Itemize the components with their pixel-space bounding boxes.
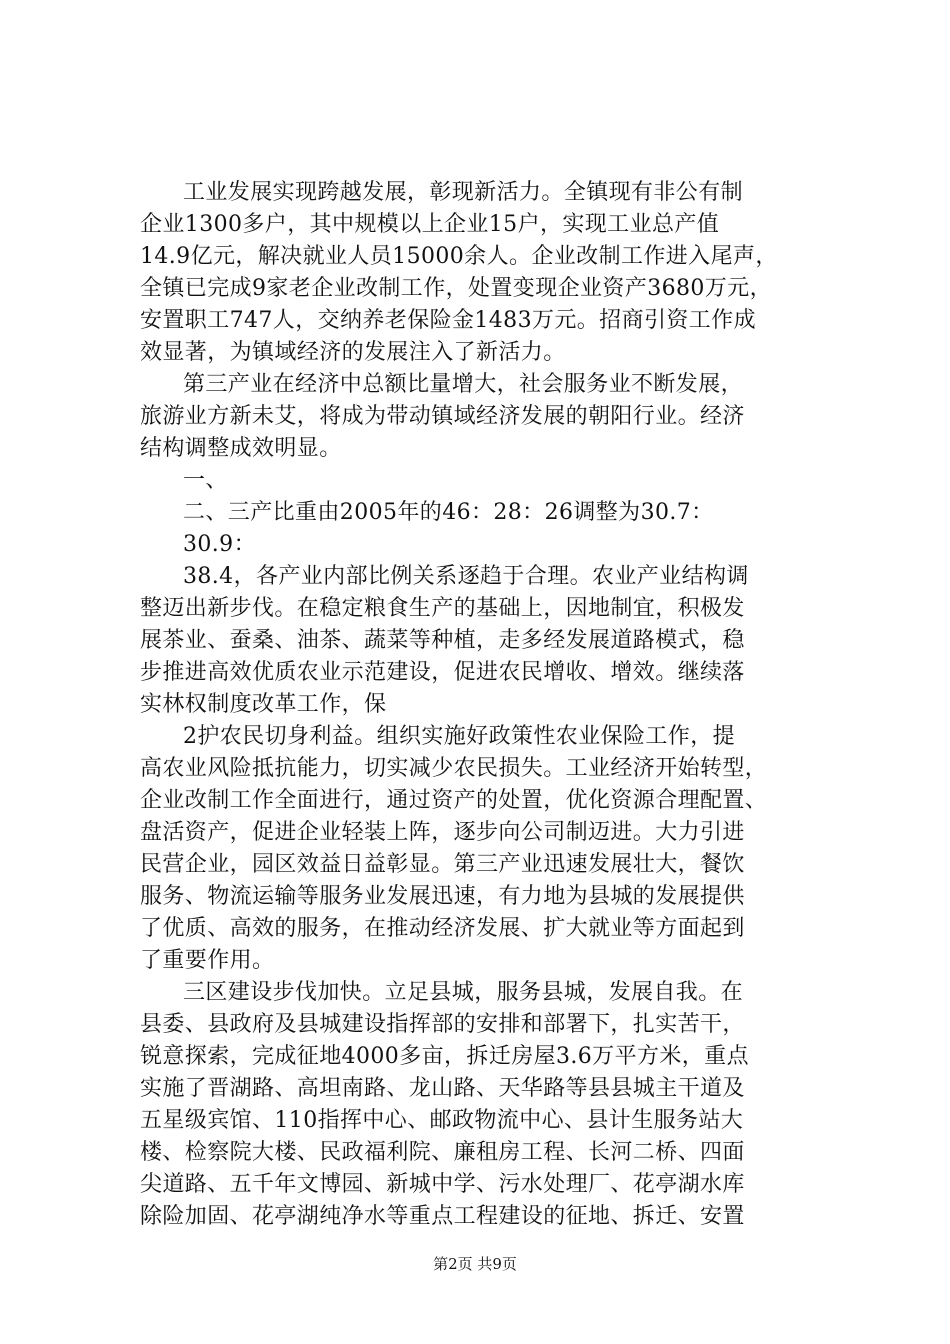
text-line: 步推进高效优质农业示范建设，促进农民增收、增效。继续落 (140, 660, 745, 685)
text-line: 工业发展实现跨越发展，彰现新活力。全镇现有非公有制 (183, 180, 744, 205)
text-line: 一、 (183, 468, 228, 493)
text-line: 全镇已完成9家老企业改制工作，处置变现企业资产3680万元， (140, 276, 772, 301)
text-line: 尖道路、五千年文博园、新城中学、污水处理厂、花亭湖水库 (140, 1172, 745, 1197)
text-line: 实施了晋湖路、高坦南路、龙山路、天华路等县县城主干道及 (140, 1076, 745, 1101)
text-line: 民营企业，园区效益日益彰显。第三产业迅速发展壮大，餐饮 (140, 852, 745, 877)
text-line: 高农业风险抵抗能力，切实减少农民损失。工业经济开始转型， (140, 756, 768, 781)
text-line: 锐意探索，完成征地4000多亩，拆迁房屋3.6万平方米，重点 (140, 1044, 749, 1069)
text-line: 14.9亿元，解决就业人员15000余人。企业改制工作进入尾声， (140, 244, 778, 269)
text-line: 38.4，各产业内部比例关系逐趋于合理。农业产业结构调 (183, 564, 749, 589)
text-line: 了重要作用。 (140, 948, 275, 973)
text-line: 五星级宾馆、110指挥中心、邮政物流中心、县计生服务站大 (140, 1108, 744, 1133)
text-line: 楼、检察院大楼、民政福利院、廉租房工程、长河二桥、四面 (140, 1140, 745, 1165)
text-line: 实林权制度改革工作，保 (140, 692, 387, 717)
text-line: 效显著，为镇域经济的发展注入了新活力。 (140, 340, 566, 365)
page-footer: 第2页 共9页 (433, 1255, 517, 1273)
text-line: 服务、物流运输等服务业发展迅速，有力地为县城的发展提供 (140, 884, 745, 909)
text-line: 安置职工747人，交纳养老保险金1483万元。招商引资工作成 (140, 308, 756, 333)
text-line: 县委、县政府及县城建设指挥部的安排和部署下，扎实苦干， (140, 1012, 745, 1037)
text-line: 旅游业方新未艾，将成为带动镇域经济发展的朝阳行业。经济 (140, 404, 745, 429)
text-line: 三区建设步伐加快。立足县城，服务县城，发展自我。在 (183, 980, 744, 1005)
text-line: 二、三产比重由2005年的46：28：26调整为30.7： (183, 500, 714, 525)
text-line: 整迈出新步伐。在稳定粮食生产的基础上，因地制宜，积极发 (140, 596, 745, 621)
text-line: 除险加固、花亭湖纯净水等重点工程建设的征地、拆迁、安置 (140, 1204, 745, 1229)
text-line: 展茶业、蚕桑、油茶、蔬菜等种植，走多经发展道路模式，稳 (140, 628, 745, 653)
text-line: 了优质、高效的服务，在推动经济发展、扩大就业等方面起到 (140, 916, 745, 941)
text-line: 企业1300多户，其中规模以上企业15户，实现工业总产值 (140, 212, 720, 237)
text-line: 企业改制工作全面进行，通过资产的处置，优化资源合理配置、 (140, 788, 768, 813)
text-line: 30.9： (183, 532, 256, 557)
text-line: 第三产业在经济中总额比量增大，社会服务业不断发展， (183, 372, 744, 397)
text-line: 2护农民切身利益。组织实施好政策性农业保险工作，提 (183, 724, 735, 749)
text-line: 结构调整成效明显。 (140, 436, 342, 461)
text-line: 盘活资产，促进企业轻装上阵，逐步向公司制迈进。大力引进 (140, 820, 745, 845)
